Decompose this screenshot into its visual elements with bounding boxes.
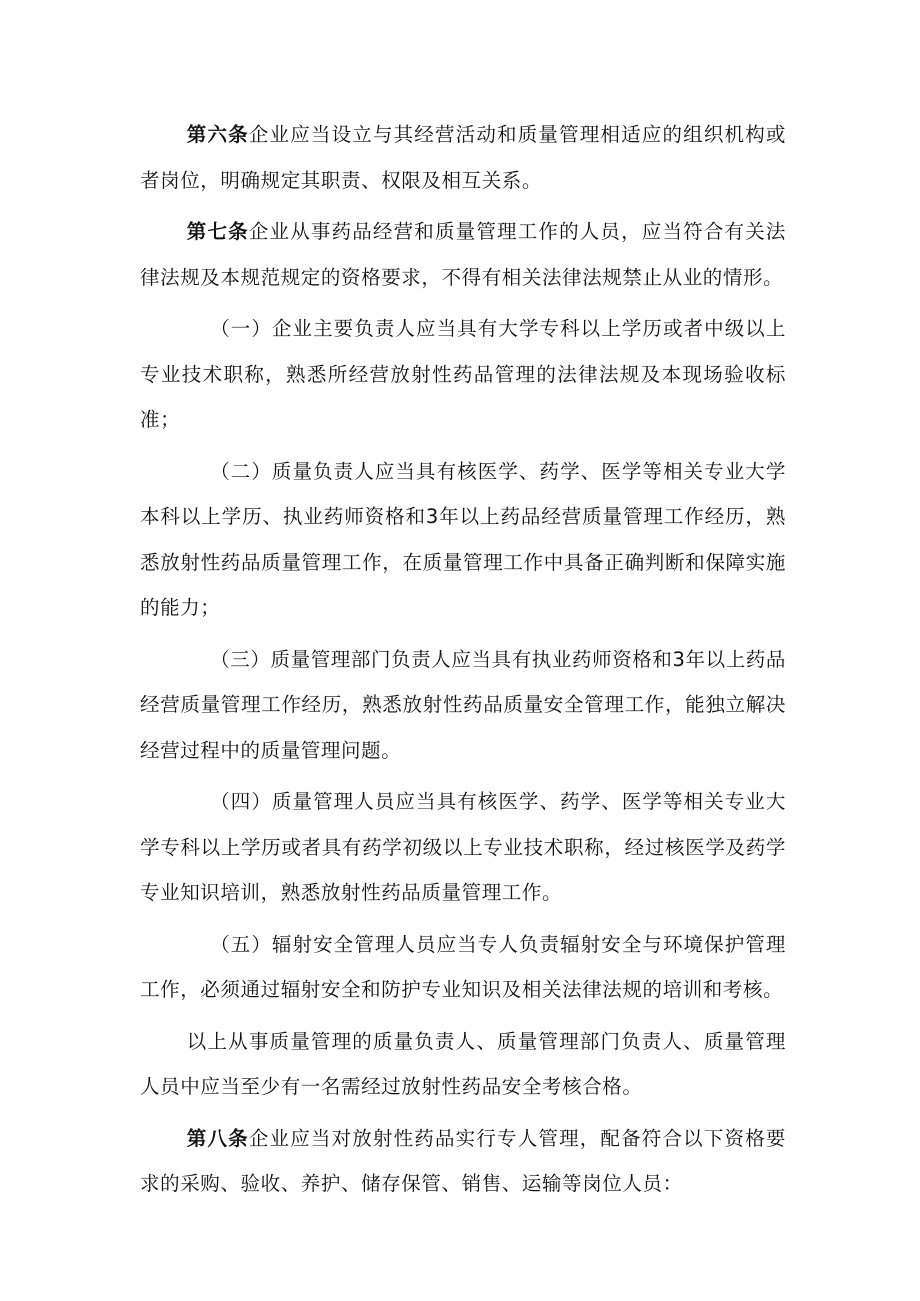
article-7-paragraph: [140, 209, 786, 300]
item-4-text: （四）质量管理人员应当具有核医学、药学、医学等相关专业大学专科以上学历或者具有药学初级以上专业技术职称，经过核医学及药学专业知识培训，熟悉放射性药品质量管理工作。: [140, 790, 786, 904]
article-7-text: 企业从事药品经营和质量管理工作的人员，应当符合有关法律法规及本规范规定的资格要求，不得有相关法律法规禁止从业的情形。: [140, 220, 786, 289]
article-7-item-1: [140, 306, 786, 443]
article-6-text: 企业应当设立与其经营活动和质量管理相适应的组织机构或者岗位，明确规定其职责、权限及相互关系。: [140, 123, 786, 192]
article-6-paragraph: [140, 112, 786, 203]
article-8-text: 企业应当对放射性药品实行专人管理，配备符合以下资格要求的采购、验收、养护、储存保管、销售、运输等岗位人员：: [140, 1126, 786, 1195]
article-7-summary: [140, 1019, 786, 1110]
article-7-item-3: [140, 637, 786, 774]
document-page: [140, 112, 786, 1213]
item-5-text: （五）辐射安全管理人员应当专人负责辐射安全与环境保护管理工作，必须通过辐射安全和防护专业知识及相关法律法规的培训和考核。: [140, 932, 786, 1001]
item-1-text: （一）企业主要负责人应当具有大学专科以上学历或者中级以上专业技术职称，熟悉所经营放射性药品管理的法律法规及本现场验收标准；: [140, 317, 786, 431]
article-7-item-2: [140, 449, 786, 631]
article-6-heading: 第六条: [186, 123, 249, 146]
article-7-item-4: [140, 779, 786, 916]
article-7-heading: 第七条: [186, 220, 249, 243]
article-8-paragraph: [140, 1116, 786, 1207]
article-7-item-5: [140, 922, 786, 1013]
summary-text: 以上从事质量管理的质量负责人、质量管理部门负责人、质量管理人员中应当至少有一名需经过放射性药品安全考核合格。: [140, 1029, 786, 1098]
article-8-heading: 第八条: [186, 1126, 249, 1150]
item-3-text: （三）质量管理部门负责人应当具有执业药师资格和3年以上药品经营质量管理工作经历，熟悉放射性药品质量安全管理工作，能独立解决经营过程中的质量管理问题。: [140, 647, 786, 762]
item-2-text: （二）质量负责人应当具有核医学、药学、医学等相关专业大学本科以上学历、执业药师资格和3年以上药品经营质量管理工作经历，熟悉放射性药品质量管理工作，在质量管理工作中具备正确判断和保障实施的能力；: [140, 459, 786, 619]
